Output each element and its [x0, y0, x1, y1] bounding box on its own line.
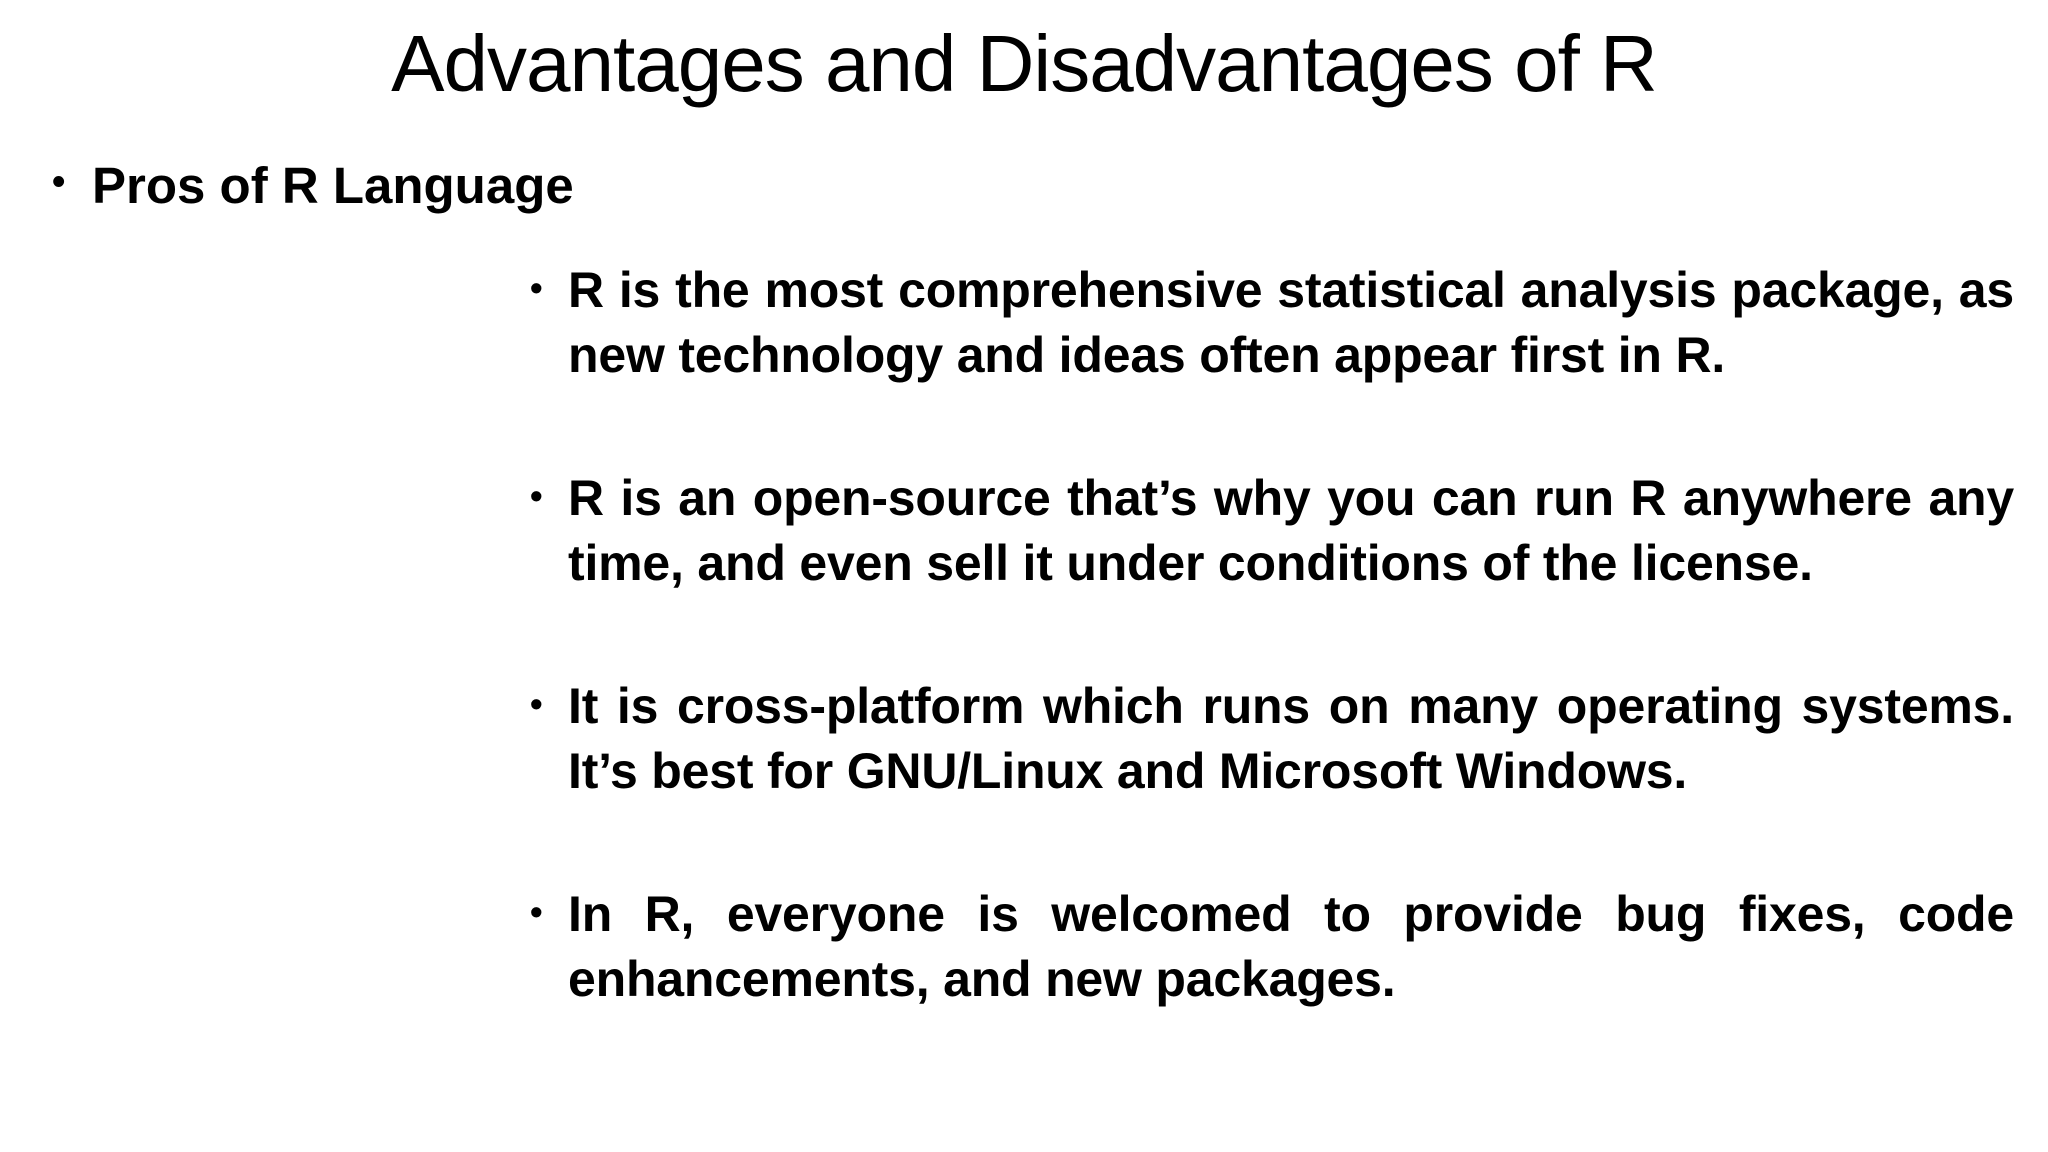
list-item: [530, 882, 2014, 1012]
pros-list: [530, 258, 2014, 1090]
slide-title: Advantages and Disadvantages of R: [391, 19, 1657, 108]
bullet-icon: •: [530, 683, 543, 724]
list-item-text: R is an open-source that’s why you can run R anywhere any time, and even sell it under conditions of the license.: [568, 470, 2014, 591]
list-item-text: It is cross-platform which runs on many operating systems. It’s best for GNU/Linux and Microsoft Windows.: [568, 678, 2014, 799]
bullet-icon: •: [530, 475, 543, 516]
section-heading-row: [52, 152, 574, 220]
bullet-icon: •: [530, 267, 543, 308]
bullet-icon: •: [530, 891, 543, 932]
list-item-text: In R, everyone is welcomed to provide bug fixes, code enhancements, and new packages.: [568, 886, 2014, 1007]
list-item: [530, 258, 2014, 388]
bullet-icon: •: [52, 161, 66, 203]
section-heading: Pros of R Language: [92, 157, 574, 214]
list-item: [530, 674, 2014, 804]
list-item-text: R is the most comprehensive statistical analysis package, as new technology and ideas often appear first in R.: [568, 262, 2014, 383]
list-item: [530, 466, 2014, 596]
